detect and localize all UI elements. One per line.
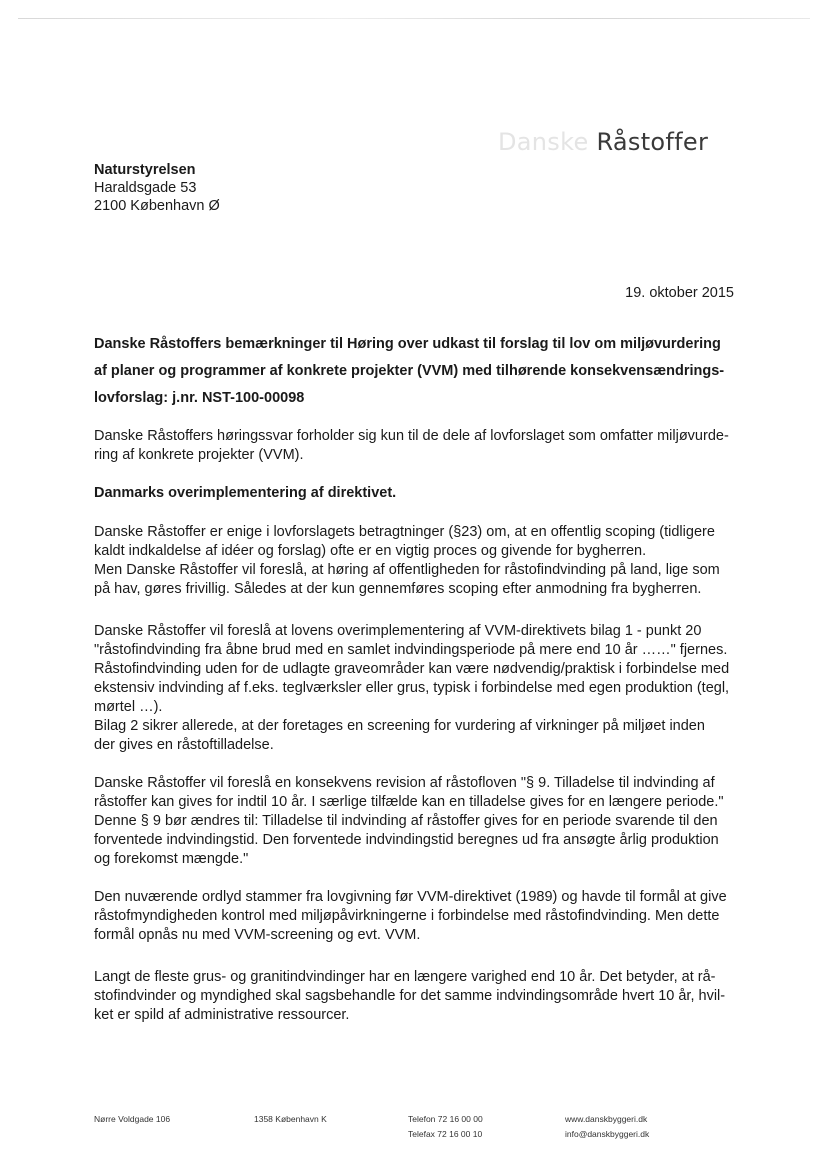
logo-faded-text: Danske [498,128,589,156]
paragraph-5 [94,888,742,945]
text-line: Bilag 2 sikrer allerede, at der foretages en screening for vurdering af virkninger på miljøet inden [94,718,705,734]
text-line: Danske Råstoffer er enige i lovforslagets betragtninger (§23) om, at en offentlig scoping (tidligere [94,524,715,540]
paragraph-6 [94,968,742,1025]
text-line: Denne § 9 bør ændres til: Tilladelse til indvinding af råstoffer gives for en periode svarende til den [94,813,718,829]
text-line: stofindvinder og myndighed skal sagsbehandle for det samme indvindingsområde hvert 10 år, hvil- [94,988,726,1004]
recipient-street: Haraldsgade 53 [94,180,197,196]
text-line: Råstofindvinding uden for de udlagte graveområder kan være nødvendig/praktisk i forbindelse med [94,661,730,677]
text-line: kaldt indkaldelse af idéer og forslag) ofte er en vigtig proces og givende for bygherren. [94,543,647,559]
footer-email-link[interactable]: info@danskbyggeri.dk [565,1129,650,1139]
text-line: forventede indvindingstid. Den forventede indvindingstid beregnes ud fra ansøgte årlig produktion [94,832,719,848]
text-line: "råstofindvinding fra åbne brud med en samlet indvindingsperiode på mere end 10 år ……" fjernes. [94,642,728,658]
text-line: Danske Råstoffer vil foreslå at lovens overimplementering af VVM-direktivets bilag 1 - punkt 20 [94,623,702,639]
footer-web-link[interactable]: www.danskbyggeri.dk [565,1114,648,1124]
letter-title [94,331,742,412]
text-line: mørtel …). [94,699,163,715]
text-line: råstofmyndigheden kontrol med miljøpåvirkningerne i forbindelse med råstofindvinding. Men dette [94,908,720,924]
paragraph-2 [94,523,742,599]
footer-city: 1358 København K [254,1114,327,1124]
title-line: Danske Råstoffers bemærkninger til Høring over udkast til forslag til lov om miljøvurdering [94,336,721,352]
text-line: Men Danske Råstoffer vil foreslå, at høring af offentligheden for råstofindvinding på land, lige som [94,562,720,578]
company-logo [498,128,708,156]
title-line: lovforslag: j.nr. NST-100-00098 [94,390,305,406]
section-heading: Danmarks overimplementering af direktivet. [94,485,397,501]
title-line: af planer og programmer af konkrete projekter (VVM) med tilhørende konsekvensændrings- [94,363,725,379]
recipient-city: 2100 København Ø [94,198,220,214]
text-line: Langt de fleste grus- og granitindvindinger har en længere varighed end 10 år. Det betyder, at rå- [94,969,716,985]
text-line: ekstensiv indvinding af f.eks. teglværksler eller grus, typisk i forbindelse med egen produktion (tegl, [94,680,730,696]
logo-strong-text: Råstoffer [596,128,709,156]
footer-contact [565,1112,649,1142]
footer-address: Nørre Voldgade 106 [94,1114,171,1124]
text-line: råstoffer kan gives for indtil 10 år. I særlige tilfælde kan en tilladelse gives for en længere periode." [94,794,724,810]
text-line: Danske Råstoffers høringssvar forholder sig kun til de dele af lovforslaget som omfatter miljøvurde- [94,428,729,444]
footer-fax: Telefax 72 16 00 10 [408,1129,483,1139]
text-line: ket er spild af administrative ressourcer. [94,1007,350,1023]
footer-phones [408,1112,483,1142]
recipient-name: Naturstyrelsen [94,162,196,178]
text-line: formål opnås nu med VVM-screening og evt. VVM. [94,927,421,943]
paragraph-3 [94,622,742,755]
paragraph-4 [94,774,742,869]
text-line: Danske Råstoffer vil foreslå en konsekvens revision af råstofloven "§ 9. Tilladelse til indvinding af [94,775,715,791]
scan-edge-line [18,18,810,19]
letter-date: 19. oktober 2015 [625,285,734,301]
text-line: på hav, gøres frivillig. Således at der kun gennemføres scoping efter anmodning fra bygherren. [94,581,702,597]
footer-phone: Telefon 72 16 00 00 [408,1114,483,1124]
text-line: der gives en råstoftilladelse. [94,737,274,753]
text-line: og forekomst mængde." [94,851,249,867]
paragraph-1 [94,427,742,465]
text-line: ring af konkrete projekter (VVM). [94,447,304,463]
text-line: Den nuværende ordlyd stammer fra lovgivning før VVM-direktivet (1989) og havde til formål at give [94,889,727,905]
recipient-address [94,161,220,215]
